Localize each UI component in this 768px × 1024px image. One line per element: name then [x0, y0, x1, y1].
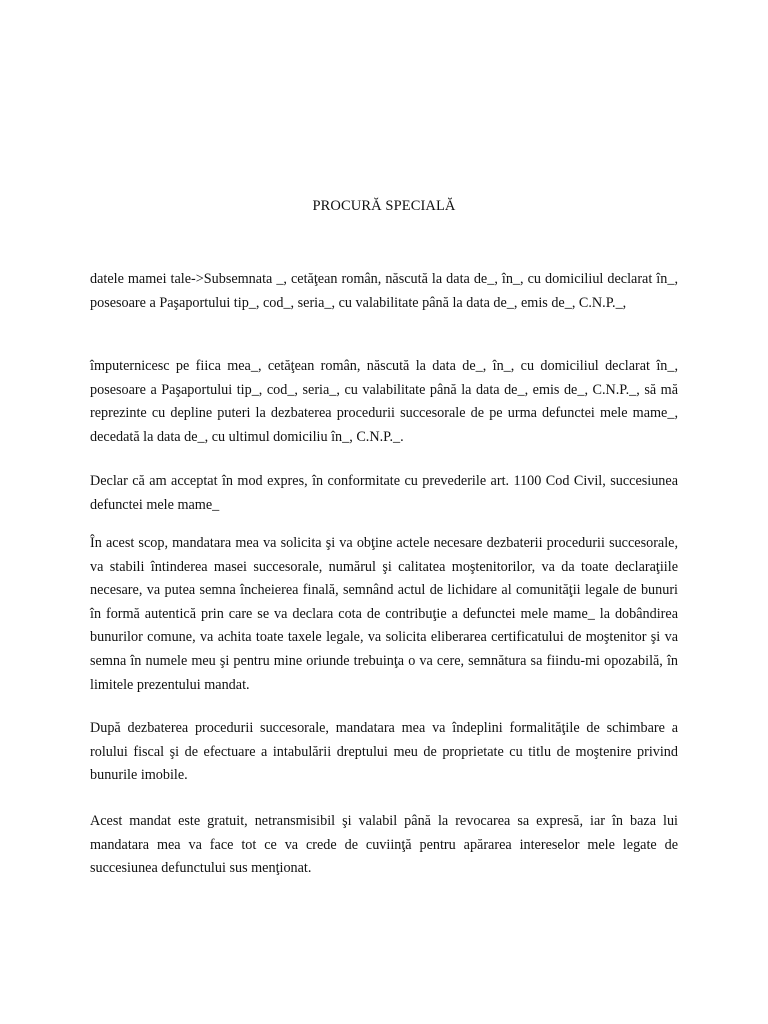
- document-page: [90, 0, 678, 1024]
- paragraph-formalities: După dezbaterea procedurii succesorale, mandatara mea va îndeplini formalităţile de schimbare a rolului fiscal şi de efectuare a intabulării dreptului meu de proprietate cu titlu de moştenire privind bunurile imobile.: [90, 720, 678, 784]
- paragraph-declaration: Declar că am acceptat în mod expres, în conformitate cu prevederile art. 1100 Cod Civil, succesiunea defunctei mele mame_: [90, 473, 678, 513]
- paragraph-mandator-details: datele mamei tale->Subsemnata _, cetăţean român, născută la data de_, în_, cu domiciliul declarat în_, posesoare a Paşaportului tip_, cod_, seria_, cu valabilitate până la data de_, emis de_, C.N.P._,: [90, 271, 678, 311]
- paragraph-mandate-terms: Acest mandat este gratuit, netransmisibil şi valabil până la revocarea sa expresă, iar în baza lui mandatara mea va face tot ce va crede de cuviinţă pentru apărarea intereselor mele legate de succesiunea defunctului sus menţionat.: [90, 813, 678, 877]
- document-title: PROCURĂ SPECIALĂ: [312, 198, 456, 214]
- paragraph-scope: În acest scop, mandatara mea va solicita şi va obţine actele necesare dezbaterii procedurii succesorale, va stabili întinderea masei succesorale, numărul şi calitatea moştenitorilor, va da toate declaraţiile necesare, va putea semna încheierea finală, semnând actul de lichidare al comunităţii legale de bunuri în formă autentică prin care se va declara cota de contribuţie a defunctei mele mame_ la dobândirea bunurilor comune, va achita toate taxele legale, va solicita eliberarea certificatului de moştenitor şi va semna în numele meu şi pentru mine oriunde trebuinţa o va cere, semnătura sa fiindu-mi opozabilă, în limitele prezentului mandat.: [90, 535, 678, 693]
- paragraph-empowerment: împuternicesc pe fiica mea_, cetăţean român, născută la data de_, în_, cu domiciliul declarat în_, posesoare a Paşaportului tip_, cod_, seria_, cu valabilitate până la data de_, emis de_, C.N.P._, să mă reprezinte cu depline puteri la dezbaterea procedurii succesorale de pe urma defunctei mele mame_, decedată la data de_, cu ultimul domiciliu în_, C.N.P._.: [90, 358, 678, 445]
